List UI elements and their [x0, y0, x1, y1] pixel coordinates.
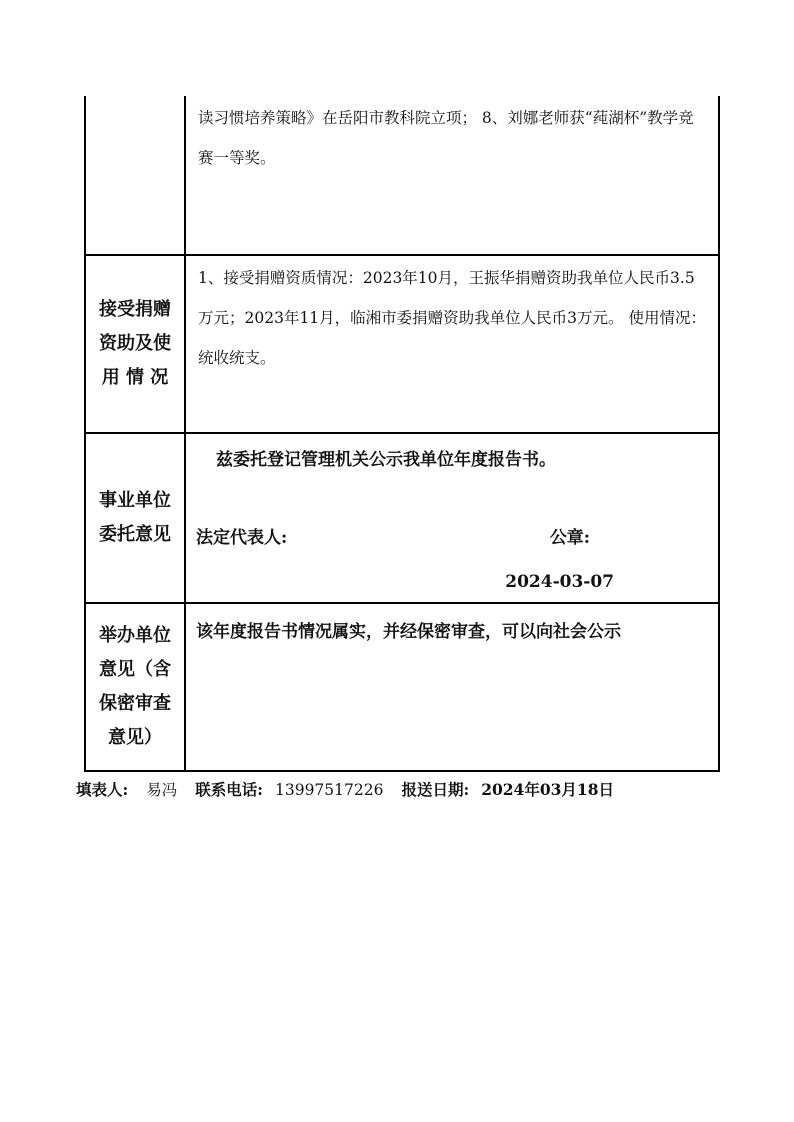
donation-label-line-1: 接受捐赠 [99, 299, 171, 320]
filler-name: 易冯 [146, 781, 178, 799]
donation-label-cell [85, 255, 185, 433]
sponsor-label-line-2: 意见（含 [99, 659, 171, 680]
entrustment-label-cell [85, 433, 185, 603]
entrustment-date: 2024-03-07 [505, 572, 614, 592]
continuation-label-cell [85, 96, 185, 255]
entrustment-row [85, 433, 719, 603]
sponsor-row [85, 603, 719, 771]
donation-text: 1、接受捐赠资质情况：2023年10月，王振华捐赠资助我单位人民币3.5万元；2023年11月，临湘市委捐赠资助我单位人民币3万元。 使用情况：统收统支。 [198, 269, 706, 367]
sponsor-label-line-1: 举办单位 [99, 625, 171, 646]
sponsor-opinion: 该年度报告书情况属实，并经保密审查，可以向社会公示 [196, 622, 621, 642]
filler-label: 填表人: [76, 780, 129, 799]
sponsor-label-cell [85, 603, 185, 771]
phone-label: 联系电话: [195, 780, 263, 799]
entrustment-label-line-1: 事业单位 [99, 490, 171, 511]
sponsor-content-cell [185, 603, 719, 771]
signature-line [186, 520, 718, 556]
sponsor-label-line-3: 保密审查 [99, 693, 171, 714]
legal-representative-label: 法定代表人: [196, 528, 288, 548]
phone-number: 13997517226 [274, 781, 384, 799]
continuation-content-cell [185, 96, 719, 255]
entrustment-statement: 兹委托登记管理机关公示我单位年度报告书。 [216, 450, 556, 470]
sponsor-label-line-4: 意见） [108, 727, 162, 748]
donation-content-cell [185, 255, 719, 433]
submit-date-label: 报送日期: [401, 780, 470, 799]
annual-report-table [84, 96, 720, 772]
submit-date: 2024年03月18日 [481, 780, 614, 799]
donation-label-line-3: 用 情 况 [101, 367, 169, 388]
donation-row [85, 255, 719, 433]
entrustment-content-cell [185, 433, 719, 603]
continuation-text: 读习惯培养策略》在岳阳市教科院立项； 8、刘娜老师获“莼湖杯”教学竞赛一等奖。 [198, 109, 694, 167]
donation-label-line-2: 资助及使 [99, 333, 171, 354]
form-footer [76, 774, 736, 806]
seal-label: 公章: [549, 528, 590, 548]
continuation-row [85, 96, 719, 255]
entrustment-label-line-2: 委托意见 [99, 524, 171, 545]
